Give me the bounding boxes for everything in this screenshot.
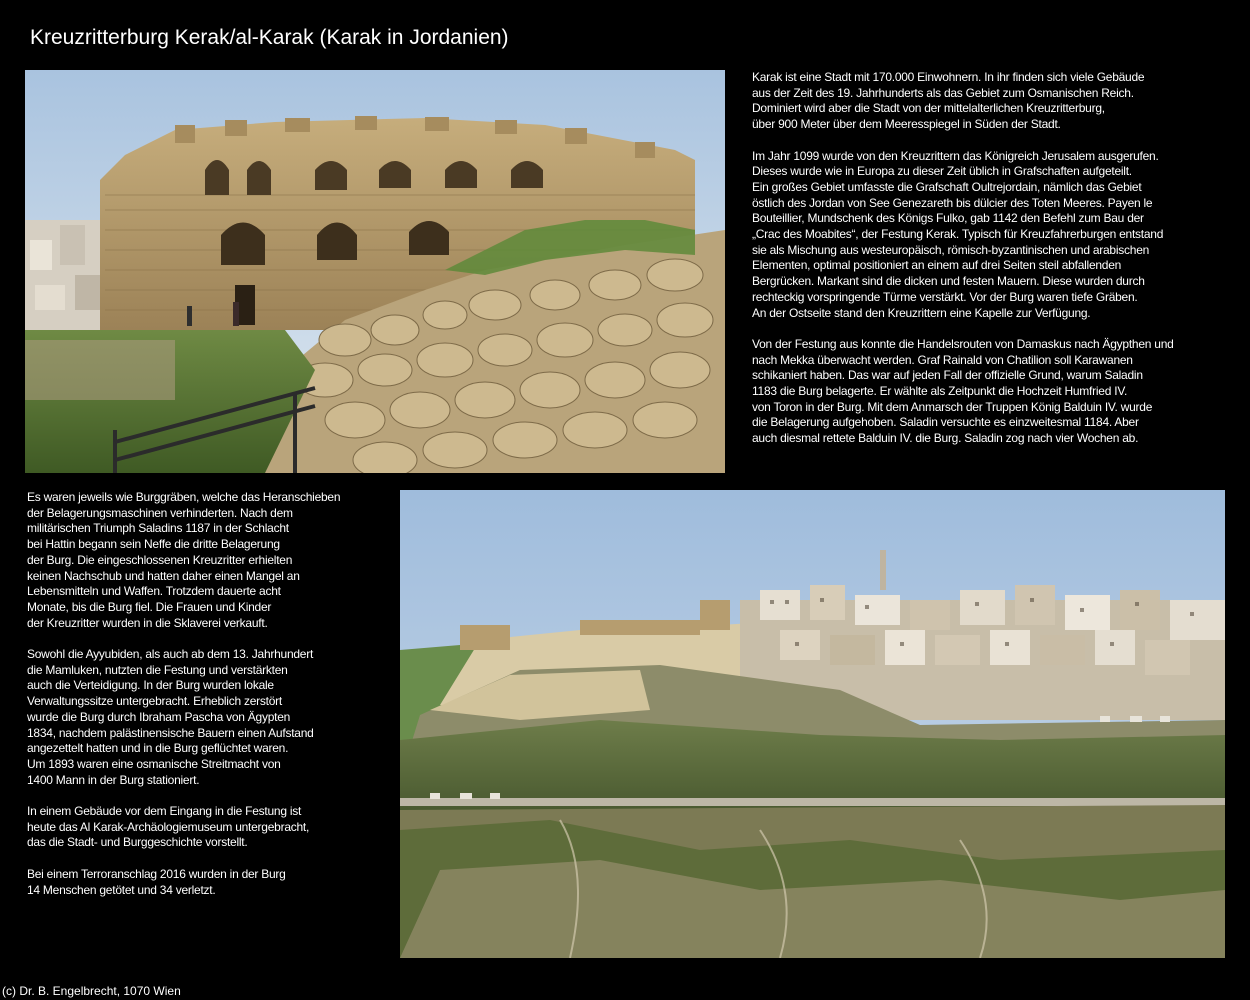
text-line: der Burg. Die eingeschlossenen Kreuzritter erhielten (27, 552, 293, 567)
right-text-block (752, 70, 1222, 447)
text-line: Elementen, optimal positioniert an einem auf drei Seiten steil abfallenden (752, 258, 1122, 273)
text-paragraph (752, 70, 1222, 133)
text-line: Bergrücken. Markant sind die dicken und festen Mauern. Diese wurden durch (752, 274, 1145, 289)
text-line: von Toron in der Burg. Mit dem Anmarsch der Truppen König Balduin IV. wurde (752, 399, 1153, 414)
text-line: auch die Verteidigung. In der Burg wurden lokale (27, 678, 274, 693)
text-paragraph (27, 804, 387, 851)
text-paragraph (752, 337, 1222, 447)
text-paragraph (27, 647, 387, 788)
text-line: 1183 die Burg belagerte. Er wählte als Zeitpunkt die Hochzeit Humfried IV. (752, 384, 1128, 399)
text-line: bei Hattin begann sein Neffe die dritte Belagerung (27, 537, 280, 552)
text-line: 1834, nachdem palästinensische Bauern einen Aufstand (27, 725, 314, 740)
text-line: die Mamluken, nutzten die Festung und verstärkten (27, 662, 288, 677)
text-paragraph (27, 867, 387, 898)
text-line: In einem Gebäude vor dem Eingang in die Festung ist (27, 804, 302, 819)
text-line: „Crac des Moabites“, der Festung Kerak. Typisch für Kreuzfahrerburgen entstand (752, 227, 1164, 242)
text-line: über 900 Meter über dem Meeresspiegel in Süden der Stadt. (752, 117, 1061, 132)
text-line: sie als Mischung aus westeuropäisch, römisch-byzantinischen und arabischen (752, 242, 1150, 257)
text-line: Ein großes Gebiet umfasste die Grafschaft Oultrejordain, nämlich das Gebiet (752, 179, 1142, 194)
text-line: das die Stadt- und Burggeschichte vorstellt. (27, 835, 248, 850)
text-paragraph (752, 149, 1222, 322)
text-line: Lebensmitteln und Waffen. Trotzdem dauerte acht (27, 584, 281, 599)
text-line: schikaniert haben. Das war auf jeden Fall der offizielle Grund, warum Saladin (752, 368, 1143, 383)
text-line: Es waren jeweils wie Burggräben, welche das Heranschieben (27, 490, 341, 504)
text-line: der Belagerungsmaschinen verhinderten. Nach dem (27, 505, 293, 520)
text-line: Bei einem Terroranschlag 2016 wurden in der Burg (27, 866, 286, 881)
text-line: Von der Festung aus konnte die Handelsrouten von Damaskus nach Ägypthen und (752, 336, 1174, 351)
text-line: Dominiert wird aber die Stadt von der mittelalterlichen Kreuzritterburg, (752, 101, 1105, 116)
copyright-notice: (c) Dr. B. Engelbrecht, 1070 Wien (2, 984, 181, 998)
text-line: Verwaltungssitze untergebracht. Erheblich zerstört (27, 694, 282, 709)
text-line: Monate, bis die Burg fiel. Die Frauen und Kinder (27, 599, 272, 614)
text-line: heute das Al Karak-Archäologiemuseum untergebracht, (27, 819, 310, 834)
page-title: Kreuzritterburg Kerak/al-Karak (Karak in Jordanien) (30, 26, 509, 49)
text-line: Im Jahr 1099 wurde von den Kreuzrittern das Königreich Jerusalem ausgerufen. (752, 148, 1159, 163)
text-line: der Kreuzritter wurden in die Sklaverei verkauft. (27, 615, 268, 630)
text-line: keinen Nachschub und hatten daher einen Mangel an (27, 568, 300, 583)
text-line: auch diesmal rettete Balduin IV. die Burg. Saladin zog nach vier Wochen ab. (752, 431, 1139, 446)
left-text-block (27, 490, 387, 898)
text-line: Bouteillier, Mundschenk des Königs Fulko, gab 1142 den Befehl zum Bau der (752, 211, 1144, 226)
text-line: die Belagerung aufgehoben. Saladin versuchte es einzweitesmal 1184. Aber (752, 415, 1139, 430)
text-line: östlich des Jordan von See Genezareth bis dülcier des Toten Meeres. Payen le (752, 195, 1153, 210)
text-line: aus der Zeit des 19. Jahrhunderts als das Gebiet zum Osmanischen Reich. (752, 85, 1134, 100)
text-line: angezettelt hatten und in die Burg geflüchtet waren. (27, 741, 289, 756)
text-line: wurde die Burg durch Ibraham Pascha von Ägypten (27, 709, 291, 724)
text-line: An der Ostseite stand den Kreuzrittern eine Kapelle zur Verfügung. (752, 305, 1091, 320)
castle-wall-photo (25, 70, 725, 473)
text-line: Um 1893 waren eine osmanische Streitmacht von (27, 756, 281, 771)
text-line: militärischen Triumph Saladins 1187 in der Schlacht (27, 521, 289, 536)
text-line: 14 Menschen getötet und 34 verletzt. (27, 882, 216, 897)
text-line: Sowohl die Ayyubiden, als auch ab dem 13. Jahrhundert (27, 647, 314, 662)
text-line: rechteckig vorspringende Türme verstärkt. Vor der Burg waren tiefe Gräben. (752, 289, 1138, 304)
text-line: 1400 Mann in der Burg stationiert. (27, 772, 200, 787)
text-line: Dieses wurde wie in Europa zu dieser Zeit üblich in Grafschaften aufgeteilt. (752, 164, 1132, 179)
text-paragraph (27, 490, 387, 631)
karak-town-hillside-photo (400, 490, 1225, 958)
text-line: Karak ist eine Stadt mit 170.000 Einwohnern. In ihr finden sich viele Gebäude (752, 70, 1145, 84)
text-line: nach Mekka überwacht werden. Graf Rainald von Chatilion soll Karawanen (752, 352, 1133, 367)
